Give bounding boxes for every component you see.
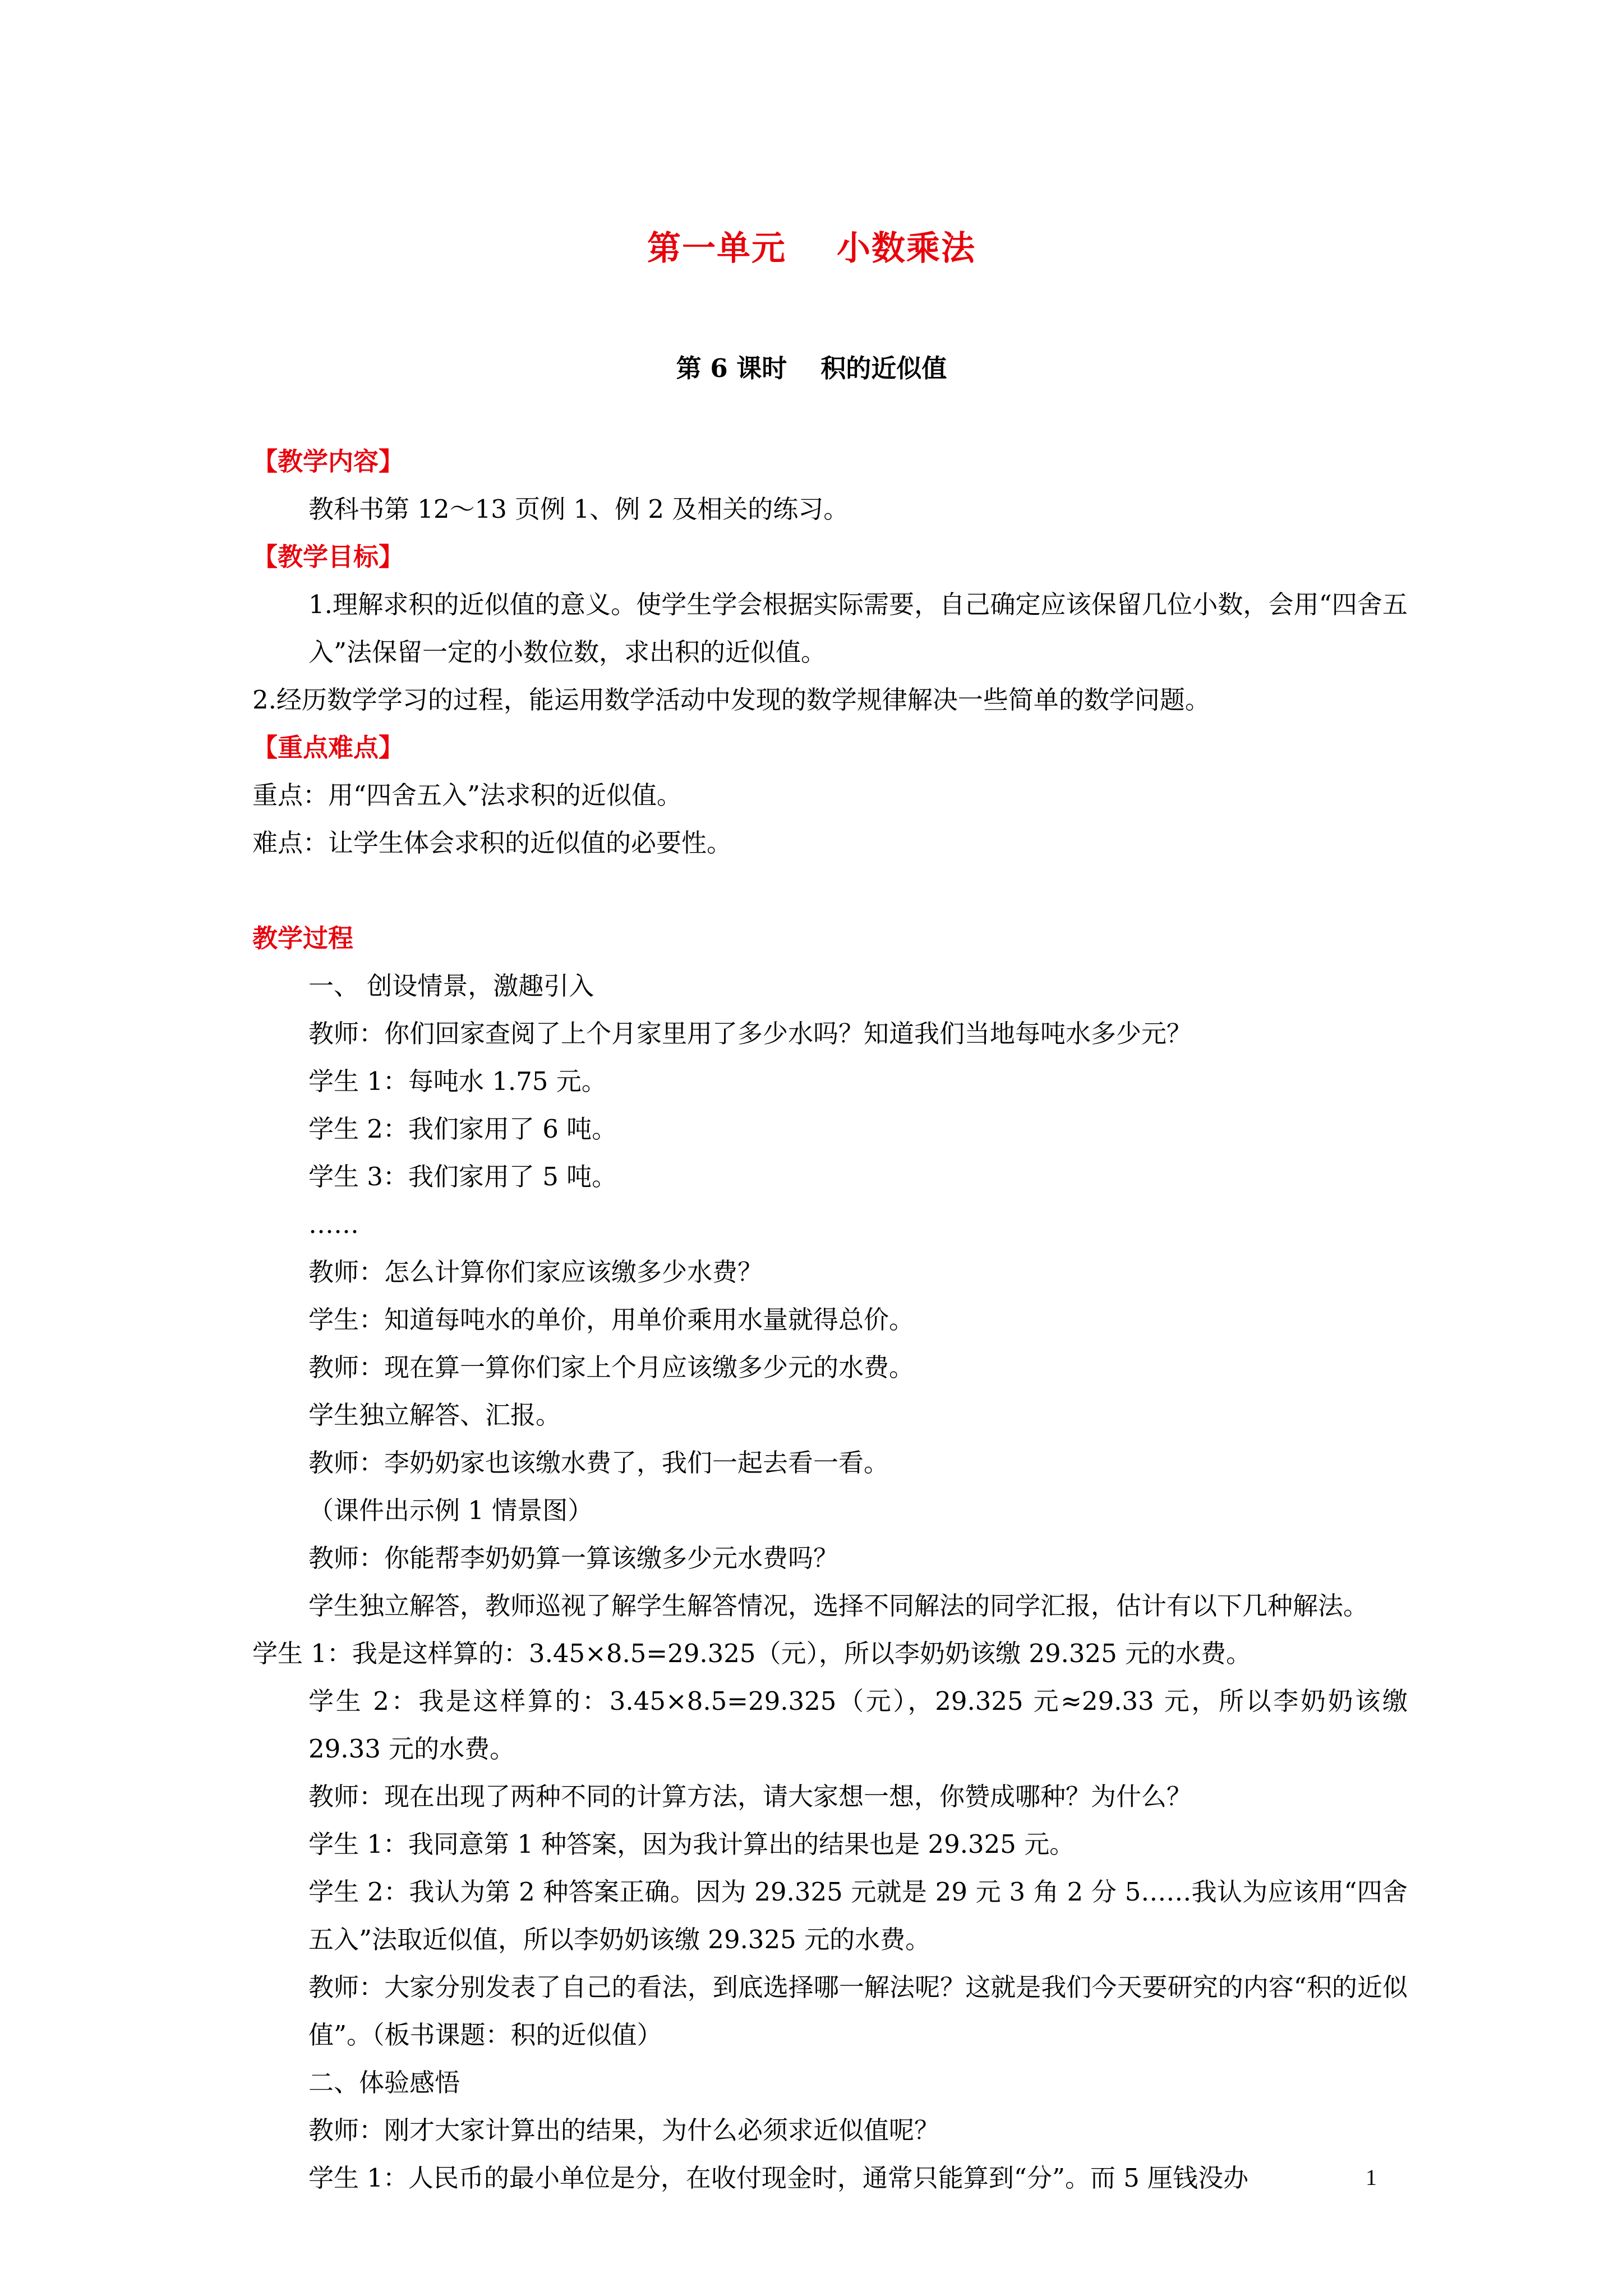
page-number: 1 <box>1366 2165 1377 2190</box>
process-line: 教师：你能帮李奶奶算一算该缴多少元水费吗？ <box>308 1543 839 1573</box>
lesson-title <box>0 348 1623 384</box>
process-line: 一、 创设情景，激趣引入 <box>308 971 594 1001</box>
paragraph: 难点：让学生体会求积的近似值的必要性。 <box>252 828 732 858</box>
paragraph: 教科书第 12～13 页例 1、例 2 及相关的练习。 <box>308 494 849 524</box>
process-line: 学生 1：人民币的最小单位是分，在收付现金时，通常只能算到“分”。而 5 厘钱没办 <box>308 2163 1249 2193</box>
paragraph: 重点：用“四舍五入”法求积的近似值。 <box>252 780 683 810</box>
section-spacer <box>252 867 1408 914</box>
process-line: 学生 1：每吨水 1.75 元。 <box>308 1066 607 1096</box>
process-line: 学生 1：我同意第 1 种答案，因为我计算出的结果也是 29.325 元。 <box>308 1829 1075 1859</box>
process-line: 教师：怎么计算你们家应该缴多少水费？ <box>308 1257 763 1287</box>
lesson-title-part1: 第 6 课时 <box>676 353 787 383</box>
section-heading-goals: 【教学目标】 <box>252 542 404 572</box>
process-line: （课件出示例 1 情景图） <box>308 1496 593 1525</box>
section-heading-key-points: 【重点难点】 <box>252 733 404 762</box>
unit-title-part2: 小数乘法 <box>837 229 976 268</box>
process-line: 学生 3：我们家用了 5 吨。 <box>308 1162 617 1191</box>
process-line: 学生独立解答，教师巡视了解学生解答情况，选择不同解法的同学汇报，估计有以下几种解法。 <box>308 1591 1369 1621</box>
process-line: 教师：李奶奶家也该缴水费了，我们一起去看一看。 <box>308 1448 889 1478</box>
process-line: 学生 2：我是这样算的：3.45×8.5=29.325（元），29.325 元≈29.33 元，所以李奶奶该缴 29.33 元的水费。 <box>308 1686 1408 1764</box>
process-line: …… <box>308 1209 359 1239</box>
section-heading-content: 【教学内容】 <box>252 447 404 476</box>
process-line: 学生 2：我们家用了 6 吨。 <box>308 1114 617 1144</box>
process-line: 二、体验感悟 <box>308 2068 460 2097</box>
unit-title-part1: 第一单元 <box>647 229 786 268</box>
process-line: 教师：现在出现了两种不同的计算方法，请大家想一想，你赞成哪种？为什么？ <box>308 1782 1192 1811</box>
section-heading-process: 教学过程 <box>252 923 354 953</box>
process-list <box>252 962 1408 2202</box>
paragraph: 1.理解求积的近似值的意义。使学生学会根据实际需要，自己确定应该保留几位小数，会用“四舍五入”法保留一定的小数位数，求出积的近似值。 <box>308 590 1408 667</box>
process-line: 教师：你们回家查阅了上个月家里用了多少水吗？知道我们当地每吨水多少元？ <box>308 1019 1192 1048</box>
process-line: 学生独立解答、汇报。 <box>308 1400 561 1430</box>
process-line: 教师：大家分别发表了自己的看法，到底选择哪一解法呢？这就是我们今天要研究的内容“积的近似值”。（板书课题：积的近似值） <box>308 1972 1408 2050</box>
process-line: 教师：现在算一算你们家上个月应该缴多少元的水费。 <box>308 1352 915 1382</box>
lesson-title-part2: 积的近似值 <box>820 353 947 383</box>
process-line: 学生 2：我认为第 2 种答案正确。因为 29.325 元就是 29 元 3 角 2 分 5……我认为应该用“四舍五入”法取近似值，所以李奶奶该缴 29.325 元的水费。 <box>308 1877 1408 1954</box>
paragraph: 2.经历数学学习的过程，能运用数学活动中发现的数学规律解决一些简单的数学问题。 <box>252 685 1210 715</box>
document-body <box>252 438 1408 2202</box>
process-line: 学生 1：我是这样算的：3.45×8.5=29.325（元），所以李奶奶该缴 29.325 元的水费。 <box>252 1639 1252 1668</box>
process-line: 学生：知道每吨水的单价，用单价乘用水量就得总价。 <box>308 1305 915 1335</box>
unit-title <box>0 222 1623 270</box>
process-line: 教师：刚才大家计算出的结果，为什么必须求近似值呢？ <box>308 2115 940 2145</box>
